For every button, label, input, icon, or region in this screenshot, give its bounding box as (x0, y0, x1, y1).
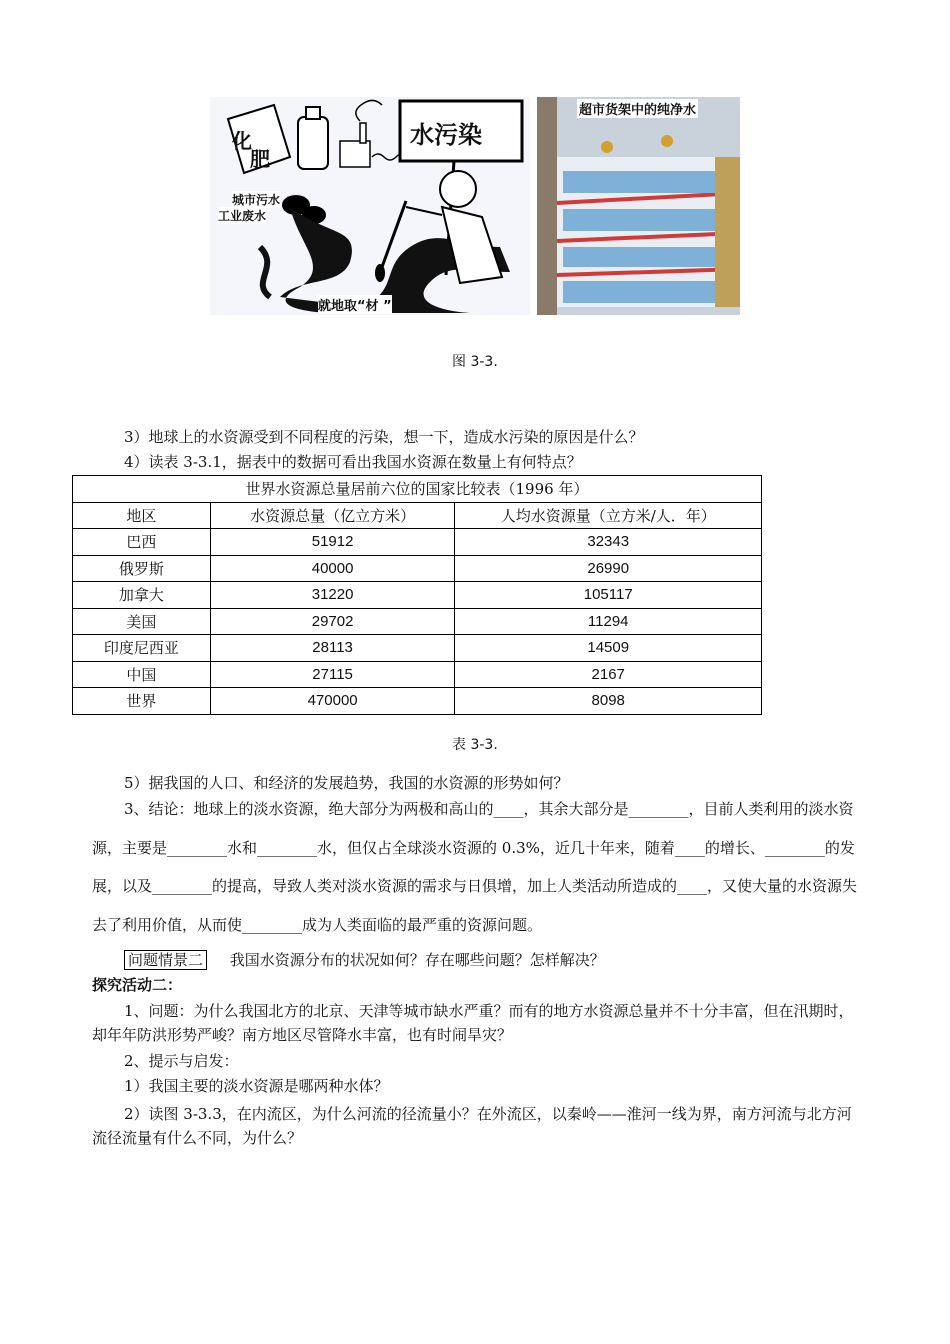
activity-2-title: 探究活动二： (92, 976, 183, 994)
figure-caption: 图 3-3. (452, 354, 498, 370)
supermarket-photo (537, 97, 740, 315)
table-cell: 8098 (455, 688, 762, 715)
table-row (73, 608, 762, 635)
cartoon-caption: 就地取“材 ” (318, 295, 392, 314)
table-row (73, 582, 762, 609)
fertilizer-label-2: 肥 (250, 147, 270, 171)
table-cell: 14509 (455, 635, 762, 662)
table-cell: 28113 (210, 635, 455, 662)
table-cell: 51912 (210, 529, 455, 556)
pollution-sign-text: 水污染 (410, 121, 482, 149)
table-cell: 中国 (73, 661, 211, 688)
conclusion-paragraph: 3、结论：地球上的淡水资源，绝大部分为两极和高山的____，其余大部分是________，目前人类利用的淡水资源，主要是________水和________水，但仅占全球淡水资源的 0.3%，近几十年来，随着____的增长、________的发展，以及________的提高，导致人类对淡水资源的需求与日俱增，加上人类活动所造成的____，又使大量的水资源失去了利用价值，从而使________成为人类面临的最严重的资源问题。 (92, 800, 858, 934)
header-per-capita: 人均水资源量（立方米/人．年） (455, 502, 762, 529)
table-row (73, 555, 762, 582)
activity-2-hints-heading: 2、提示与启发： (124, 1052, 239, 1070)
activity-2-question: 1、问题：为什么我国北方的北京、天津等城市缺水严重？而有的地方水资源总量并不十分丰富，但在汛期时，却年年防洪形势严峻？南方地区尽管降水丰富，也有时闹旱灾？ (92, 1002, 854, 1044)
supermarket-shelves-drawing (537, 97, 740, 315)
question-4: 4）读表 3-3.1，据表中的数据可看出我国水资源在数量上有何特点？ (124, 453, 582, 471)
activity-2-hint-1: 1）我国主要的淡水资源是哪两种水体？ (124, 1077, 389, 1095)
scenario-2-label: 问题情景二 (124, 950, 207, 970)
table-header-row (73, 502, 762, 529)
header-region: 地区 (73, 502, 211, 529)
scenario-2-text: 我国水资源分布的状况如何？存在哪些问题？怎样解决？ (229, 951, 605, 969)
table-cell: 巴西 (73, 529, 211, 556)
table-cell: 世界 (73, 688, 211, 715)
table-caption: 表 3-3. (452, 737, 498, 753)
table-cell: 105117 (455, 582, 762, 609)
table-cell: 32343 (455, 529, 762, 556)
table-title: 世界水资源总量居前六位的国家比较表（1996 年） (73, 476, 762, 503)
table-row (73, 635, 762, 662)
table-cell: 29702 (210, 608, 455, 635)
table-cell: 31220 (210, 582, 455, 609)
activity-2-hint-2: 2）读图 3-3.3，在内流区，为什么河流的径流量小？在外流区，以秦岭——淮河一线为界，南方河流与北方河流径流量有什么不同，为什么？ (92, 1105, 852, 1147)
table-cell: 美国 (73, 608, 211, 635)
table-cell: 2167 (455, 661, 762, 688)
table-cell: 11294 (455, 608, 762, 635)
table-row (73, 529, 762, 556)
water-resources-table (72, 475, 762, 715)
pollution-cartoon (210, 97, 530, 315)
question-5: 5）据我国的人口、和经济的发展趋势，我国的水资源的形势如何？ (124, 774, 569, 792)
header-total: 水资源总量（亿立方米） (210, 502, 455, 529)
table-row (73, 688, 762, 715)
table-title-row (73, 476, 762, 503)
question-3: 3）地球上的水资源受到不同程度的污染，想一下，造成水污染的原因是什么？ (124, 428, 644, 446)
table-cell: 俄罗斯 (73, 555, 211, 582)
industrial-wastewater-label: 工业废水 (218, 209, 267, 223)
table-cell: 加拿大 (73, 582, 211, 609)
scenario-2-line (92, 948, 862, 972)
urban-sewage-label: 城市污水 (232, 193, 281, 207)
table-cell: 26990 (455, 555, 762, 582)
table-row (73, 661, 762, 688)
table-cell: 40000 (210, 555, 455, 582)
fertilizer-label-1: 化 (232, 129, 252, 153)
supermarket-photo-title: 超市货架中的纯净水 (577, 99, 698, 118)
table-cell: 470000 (210, 688, 455, 715)
table-cell: 27115 (210, 661, 455, 688)
table-cell: 印度尼西亚 (73, 635, 211, 662)
